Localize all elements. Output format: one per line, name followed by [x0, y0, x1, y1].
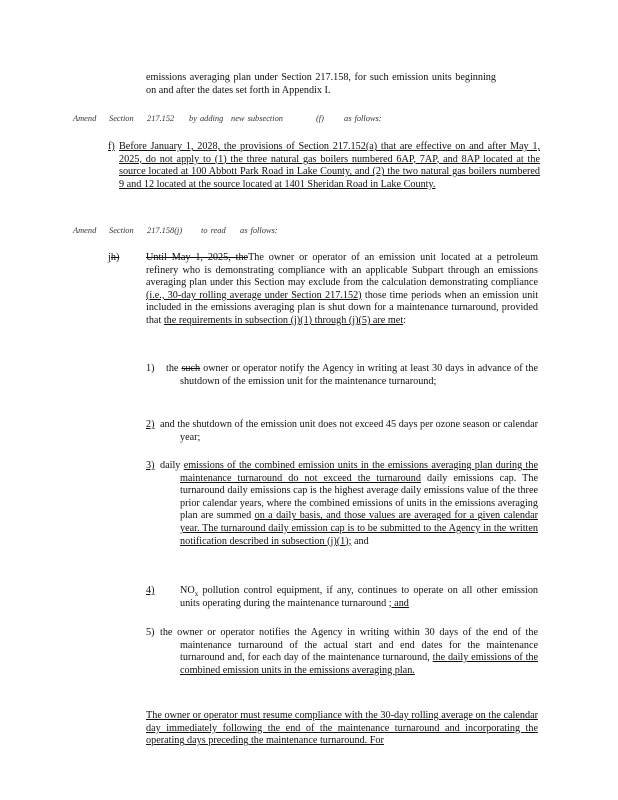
subsection-j-text: Until May 1, 2025, theThe owner or operator of an emission unit located at a petroleum refinery who is demonstrating compliance with an applicable Subpart through an emissions averaging plan under this Section may exclude from the calculation demonstrating compliance (i.e., 30-day rolling average under Section 217.152) those time periods when an emission unit included in the emissions averaging plan is shut down for a maintenance turnaround, provided that the requirements in subsection (j)(1) through (j)(5) are met:	[146, 252, 539, 326]
item-3: 3) daily emissions of the combined emission units in the emissions averaging plan during the maintenance turnaround do not exceed the turnaround daily emissions cap. The turnaround daily emissions cap is the highest average daily emissions value of the three prior calendar years, where the combined emissions of units in the emissions averaging plan are summed on a daily basis, and those values are averaged for a given calendar year. The turnaround daily emission cap is to be submitted to the Agency in the written notification described in subsection (j)(1); and	[146, 460, 539, 547]
subsection-f-label: f)	[108, 141, 115, 152]
closing-paragraph: The owner or operator must resume compliance with the 30-day rolling average on the calendar day immediately following the end of the maintenance turnaround and incorporating the operating days preceding the maintenance turnaround. For	[146, 710, 538, 747]
intro-paragraph: emissions averaging plan under Section 217.158, for such emission units beginning on and after the dates set forth in Appendix I.	[146, 72, 496, 96]
subsection-f-text: Before January 1, 2028, the provisions of Section 217.152(a) that are effective on and after May 1, 2025, do not apply to (1) the three natural gas boilers numbered 6AP, 7AP, and 8AP located at the source located at 100 Abbott Park Road in Lake County, and (2) the two natural gas boilers numbered 9 and 12 located at the source located at 1401 Sheridan Road in Lake County.	[119, 141, 540, 190]
subsection-j-label: jh)	[108, 252, 120, 263]
item-2: 2) and the shutdown of the emission unit does not exceed 45 days per ozone season or calendar year;	[146, 419, 538, 443]
item-5: 5) the owner or operator notifies the Agency in writing within 30 days of the end of the maintenance turnaround of the actual start and end dates for the maintenance turnaround and, for each day of the maintenance turnaround, the daily emissions of the combined emission units in the emissions averaging plan.	[146, 627, 539, 676]
document-page: emissions averaging plan under Section 217.158, for such emission units beginning on and after the dates set forth in Appendix I. Amend Section 217.152 by adding new subsection (f) as follows: f) Before January 1, 2028, the provisions of Section 217.152(a) that are effective on and after May 1, 2025, do not apply to (1) the three natural gas boilers numbered 6AP, 7AP, and 8AP located at the source located at 100 Abbott Park Road in Lake County, and (2) the two natural gas boilers numbered 9 and 12 located at the source located at 1401 Sheridan Road in Lake County. Amend Section 217.158(j) to read as follows: jh) Until May 1, 2025, theThe owner or operator of an emission unit located at a petroleum refinery who is demonstrating compliance with an applicable Subpart through an emissions averaging plan under this Section may exclude from the calculation demonstrating compliance (i.e., 30-day rolling average under Section 217.152) those time periods when an emission unit included in the emissions averaging plan is shut down for a maintenance turnaround, provided that the requirements in subsection (j)(1) through (j)(5) are met: 1) the such owner or operator notify the Agency in writing at least 30 days in advance of the shutdown of the emission unit for the maintenance turnaround; 2) and the shutdown of the emission unit does not exceed 45 days per ozone season or calendar year; 3) daily emissions of the combined emission units in the emissions averaging plan during the maintenance turnaround do not exceed the turnaround daily emissions cap. The turnaround daily emissions cap is the highest average daily emissions value of the three prior calendar years, where the combined emissions of units in the emissions averaging plan are summed on a daily basis, and those values are averaged for a given calendar year. The turnaround daily emission cap is to be submitted to the Agency in the written notification described in subsection (j)(1); and 4) $NO_x$ pollution control equipment, if any, continues to operate on all other emission units operating during the maintenance turnaround ; and 5) the owner or operator notifies the Agency in writing within 30 days of the end of the maintenance turnaround of the actual start and end dates for the maintenance turnaround and, for each day of the maintenance turnaround, the daily emissions of the combined emission units in the emissions averaging plan. The owner or operator must resume compliance with the 30-day rolling average on the calendar day immediately following the end of the maintenance turnaround and incorporating the operating days preceding the maintenance turnaround. For	[73, 72, 540, 747]
item-4: 4) $NO_x$ pollution control equipment, if any, continues to operate on all other emission units operating during the maintenance turnaround ; and	[146, 585, 539, 609]
item-1: 1) the such owner or operator notify the Agency in writing at least 30 days in advance of the shutdown of the emission unit for the maintenance turnaround;	[146, 363, 539, 387]
